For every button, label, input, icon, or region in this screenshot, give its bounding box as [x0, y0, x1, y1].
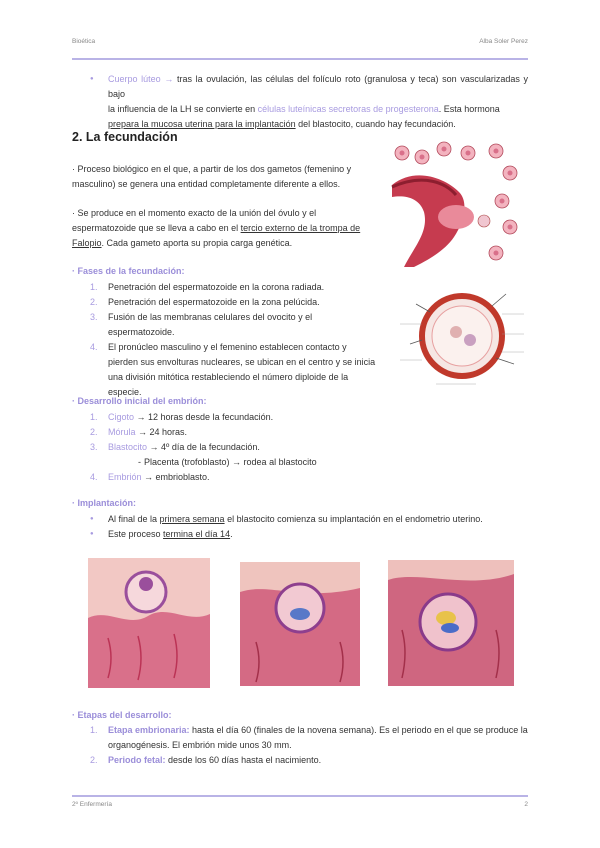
desarrollo-item: [90, 440, 408, 455]
fase-text: Penetración del espermatozoide en la corona radiada.: [108, 282, 325, 292]
fase-text: Fusión de las membranas celulares del ovocito y el espermatozoide.: [108, 312, 313, 337]
fase-item: [90, 280, 378, 295]
location-line-1: · Se produce en el momento exacto de la unión del óvulo y el: [72, 208, 317, 218]
implantacion-item: [108, 527, 528, 542]
placenta-text: Placenta (trofoblasto) → rodea al blastocito: [144, 457, 317, 467]
definition-line-1: · Proceso biológico en el que, a partir de los dos gametos (femenino y: [72, 164, 352, 174]
implantacion-text: el blastocito comienza su implantación en el endometrio uterino.: [224, 514, 483, 524]
ovulation-figure: [384, 137, 528, 269]
falopio-underlined: Falopio: [72, 238, 102, 248]
implantacion-text: Este proceso: [108, 529, 164, 539]
fertilization-figure: [396, 274, 528, 394]
location-line-2: espermatozoide que se lleva a cabo en el: [72, 223, 241, 233]
desarrollo-item: [90, 425, 408, 440]
implantation-figure-1: [88, 558, 210, 688]
etapa-text: hasta el día 60 (finales de la novena semana). Es el periodo en el que se produce la: [189, 725, 528, 735]
desarrollo-text: → 24 horas.: [135, 427, 188, 437]
female-pronucleus: [450, 326, 462, 338]
desarrollo-text: → embrioblasto.: [141, 472, 210, 482]
etapa-item: [90, 723, 528, 738]
implantacion-list: [108, 512, 528, 542]
location-line-3: . Cada gameto aporta su propia carga genética.: [101, 238, 293, 248]
fase-number: 2.: [90, 297, 98, 307]
implantacion-title: · Implantación:: [72, 498, 137, 508]
mucosa-underlined: prepara la mucosa uterina para la implantación: [108, 119, 296, 129]
endometrium-shape: [88, 612, 210, 688]
dia-14-underlined: termina el día 14: [163, 529, 231, 539]
luteinic-cells-term: células luteínicas secretoras de progesterona: [257, 104, 439, 114]
fase-number: 1.: [90, 282, 98, 292]
male-pronucleus: [464, 334, 476, 346]
oocyte-shape: [478, 215, 490, 227]
etapa-item: [90, 753, 528, 768]
etapa-number: 1.: [90, 725, 98, 735]
desarrollo-number: 2.: [90, 427, 98, 437]
fase-item: [90, 295, 378, 310]
cuerpo-luteo-text-2: la influencia de la LH se convierte en: [108, 104, 256, 114]
primera-semana-underlined: primera semana: [159, 514, 225, 524]
header-rule: [72, 58, 528, 60]
header-subject: Bioética: [72, 38, 96, 45]
fase-text: El pronúcleo masculino y el femenino establecen contacto y: [108, 342, 347, 352]
tercio-underlined: tercio externo de la trompa de: [240, 223, 361, 233]
location-paragraph: [72, 206, 378, 251]
desarrollo-title: · Desarrollo inicial del embrión:: [72, 396, 207, 406]
cuerpo-luteo-text-1: tras la ovulación, las células del folículo roto (granulosa y teca) son vascularizadas y bajo: [108, 74, 528, 99]
desarrollo-number: 1.: [90, 412, 98, 422]
footer-course: 2º Enfermería: [72, 801, 112, 808]
etapas-title: · Etapas del desarrollo:: [72, 710, 172, 720]
desarrollo-item: [90, 410, 408, 425]
embryonic-disc: [441, 623, 459, 633]
desarrollo-list: [90, 410, 408, 485]
cuerpo-luteo-text-4: del blastocito, cuando hay fecundación.: [295, 119, 456, 129]
oocyte-membrane-shape: [432, 306, 492, 366]
page-header: [72, 38, 528, 45]
etapa-text: organogénesis. El embrión mide unos 30 mm.: [108, 740, 292, 750]
implantation-figure-3: [388, 560, 514, 686]
implantacion-text: Al final de la: [108, 514, 160, 524]
implantacion-item: [108, 512, 528, 527]
fase-text: Penetración del espermatozoide en la zona pelúcida.: [108, 297, 320, 307]
fase-text: una división mitótica restableciendo el número diploide de la: [108, 372, 349, 382]
page-footer: [72, 801, 528, 808]
etapa-number: 2.: [90, 755, 98, 765]
footer-rule: [72, 795, 528, 797]
definition-line-2: masculino) se genera una entidad completamente diferente a ellos.: [72, 179, 341, 189]
desarrollo-subitem: [108, 455, 408, 470]
header-author: Alba Soler Perez: [479, 38, 528, 45]
cuerpo-luteo-item: [108, 72, 528, 132]
periodo-fetal-term: Periodo fetal:: [108, 755, 166, 765]
implantacion-text: .: [230, 529, 233, 539]
arrow-icon: →: [164, 74, 174, 84]
ovary-shape: [438, 205, 474, 229]
blastocito-term: Blastocito: [108, 442, 148, 452]
cuerpo-luteo-text-3: . Esta hormona: [438, 104, 500, 114]
embrion-term: Embrión: [108, 472, 142, 482]
fase-text: pierden sus envolturas nucleares, se ubican en el centro y se inicia: [108, 357, 376, 367]
fase-text: especie.: [108, 387, 142, 397]
definition-paragraph: [72, 162, 378, 192]
etapa-embrionaria-term: Etapa embrionaria:: [108, 725, 190, 735]
fases-title: · Fases de la fecundación:: [72, 266, 185, 276]
page-number: 2: [524, 801, 528, 808]
fases-list: [90, 280, 378, 400]
implantation-figure-2: [240, 562, 360, 686]
section-heading: 2. La fecundación: [72, 130, 178, 144]
morula-term: Mórula: [108, 427, 136, 437]
cigoto-term: Cigoto: [108, 412, 135, 422]
desarrollo-text: → 4º día de la fecundación.: [147, 442, 260, 452]
yolk-sac: [436, 611, 456, 625]
fase-number: 4.: [90, 342, 98, 352]
desarrollo-item: [90, 470, 408, 485]
desarrollo-number: 3.: [90, 442, 98, 452]
fase-item: [90, 310, 378, 340]
inner-cell-mass: [139, 577, 153, 591]
desarrollo-number: 4.: [90, 472, 98, 482]
dash-icon: -: [138, 457, 141, 467]
embryonic-disc: [290, 608, 310, 620]
cuerpo-luteo-term: Cuerpo lúteo: [108, 74, 161, 84]
desarrollo-text: → 12 horas desde la fecundación.: [134, 412, 274, 422]
fase-item: [90, 340, 378, 400]
etapas-list: [90, 723, 528, 768]
fase-number: 3.: [90, 312, 98, 322]
etapa-text: desde los 60 días hasta el nacimiento.: [165, 755, 322, 765]
